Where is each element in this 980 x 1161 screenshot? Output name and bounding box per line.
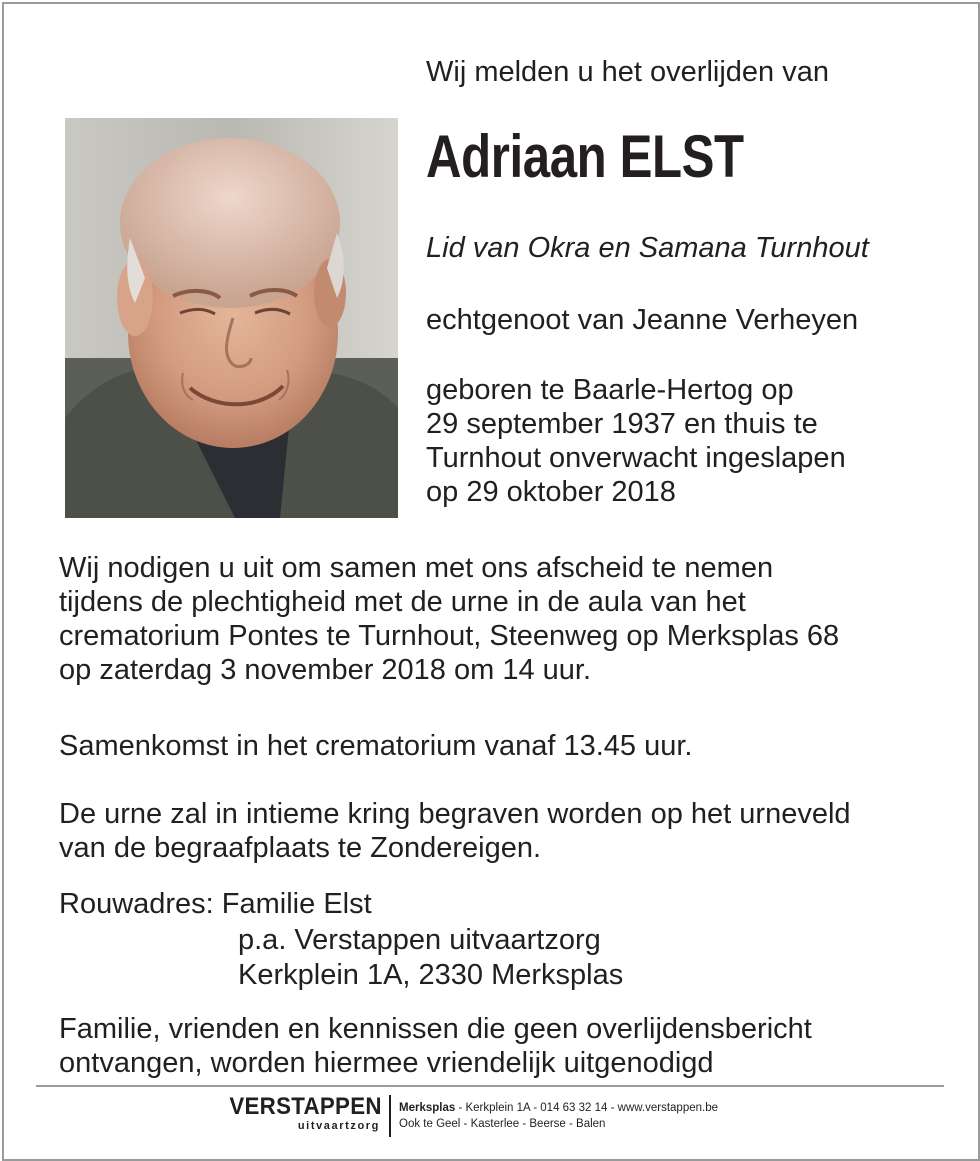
invitation-line: crematorium Pontes te Turnhout, Steenweg op Merksplas 68	[59, 620, 840, 652]
logo-subtitle: uitvaartzorg	[297, 1120, 380, 1132]
birth-death-text	[426, 373, 846, 509]
birth-line: geboren te Baarle-Hertog op	[426, 374, 794, 406]
urn-line: van de begraafplaats te Zondereigen.	[59, 832, 542, 864]
invitation-line: Wij nodigen u uit om samen met ons afscheid te nemen	[59, 552, 774, 584]
birth-line: 29 september 1937 en thuis te	[426, 408, 818, 440]
logo-wordmark: VERSTAPPEN	[229, 1093, 382, 1120]
portrait-photo	[65, 118, 398, 518]
footer-location: Merksplas	[399, 1102, 456, 1114]
mourning-address-label: Rouwadres: Familie Elst	[59, 888, 372, 920]
birth-line: op 29 oktober 2018	[426, 476, 676, 508]
gathering-text: Samenkomst in het crematorium vanaf 13.45 uur.	[59, 730, 693, 762]
footer-separator	[389, 1095, 391, 1137]
footer-contact-details: - Kerkplein 1A - 014 63 32 14 - www.verstappen.be	[455, 1102, 719, 1114]
closing-line: Familie, vrienden en kennissen die geen overlijdensbericht	[59, 1013, 812, 1045]
footer-contact-line	[399, 1100, 718, 1116]
closing-text	[59, 1012, 812, 1080]
mourning-address-line: Kerkplein 1A, 2330 Merksplas	[238, 959, 624, 991]
spouse-text: echtgenoot van Jeanne Verheyen	[426, 304, 859, 336]
verstappen-logo	[218, 1094, 380, 1133]
mourning-address-line: p.a. Verstappen uitvaartzorg	[238, 924, 601, 956]
footer-divider	[36, 1085, 944, 1087]
deceased-name: Adriaan ELST	[426, 123, 744, 190]
urn-text	[59, 797, 851, 865]
footer-contact	[399, 1100, 718, 1132]
birth-line: Turnhout onverwacht ingeslapen	[426, 442, 846, 474]
closing-line: ontvangen, worden hiermee vriendelijk uitgenodigd	[59, 1047, 714, 1079]
intro-text: Wij melden u het overlijden van	[426, 56, 829, 88]
invitation-line: op zaterdag 3 november 2018 om 14 uur.	[59, 654, 592, 686]
invitation-line: tijdens de plechtigheid met de urne in de aula van het	[59, 586, 746, 618]
urn-line: De urne zal in intieme kring begraven worden op het urneveld	[59, 798, 851, 830]
footer-branches: Ook te Geel - Kasterlee - Beerse - Balen	[399, 1118, 606, 1130]
invitation-text	[59, 551, 839, 687]
affiliation-text: Lid van Okra en Samana Turnhout	[426, 232, 869, 264]
